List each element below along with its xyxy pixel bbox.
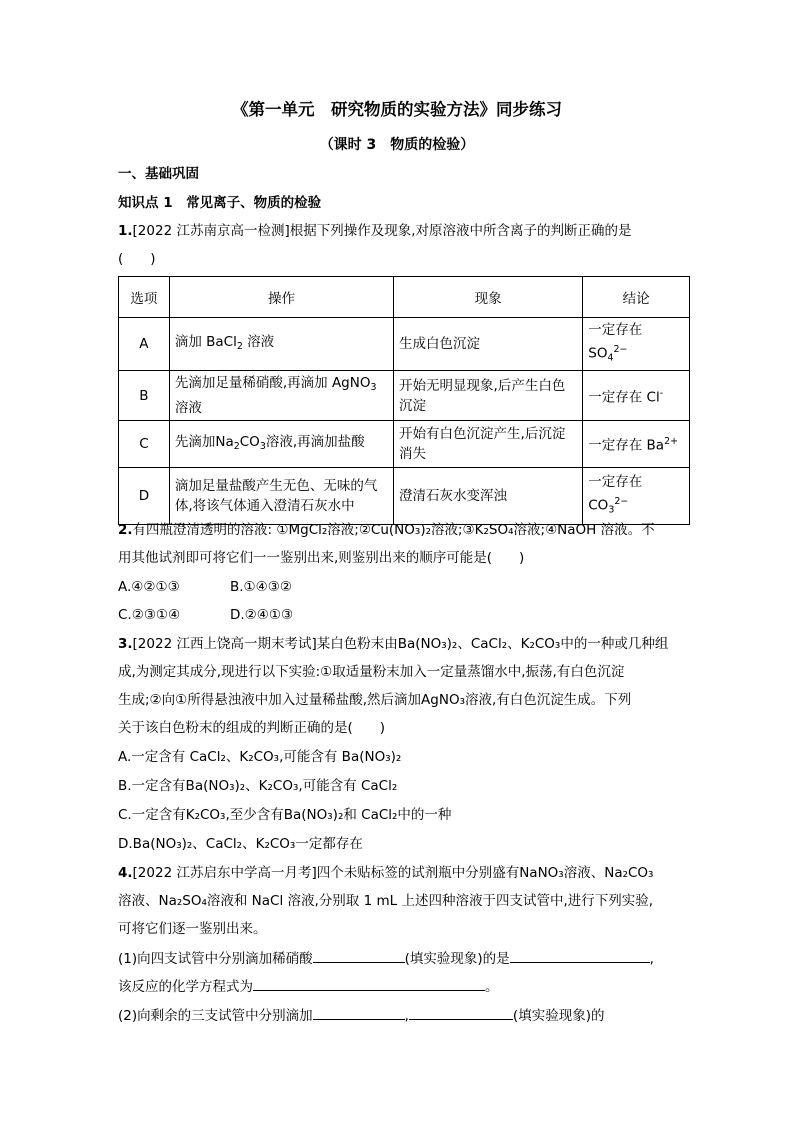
option-a: A.一定含有 CaCl₂、K₂CO₃,可能含有 Ba(NO₃)₂ <box>118 749 402 765</box>
option-label: C <box>119 421 170 468</box>
question-number: 1. <box>118 223 133 239</box>
question-text: 根据下列操作及现象,对原溶液中所含离子的判断正确的是 <box>289 223 632 239</box>
question-2-options <box>118 605 293 625</box>
phenomenon-cell: 澄清石灰水变浑浊 <box>394 468 583 525</box>
option-a: A.④②①③ <box>118 579 180 595</box>
table-row <box>119 468 690 525</box>
table-header-row <box>119 277 690 318</box>
table-header: 结论 <box>583 277 690 318</box>
operation-cell: 滴加 BaCl$_2$ 溶液 <box>169 318 393 371</box>
question-1-stem <box>118 221 632 241</box>
phenomenon-cell: 生成白色沉淀 <box>394 318 583 371</box>
section-heading: 一、基础巩固 <box>118 166 199 182</box>
conclusion-cell: 一定存在 Cl- <box>583 371 690 421</box>
question-4-line: 可将它们逐一鉴别出来。 <box>118 921 267 937</box>
conclusion-cell: 一定存在 $Ba^{2+}$ <box>583 421 690 468</box>
question-3-line: 3.[2022 江西上饶高一期末考试]某白色粉末由Ba(NO₃)₂、CaCl₂、K₂CO₃中的一种或几种组 <box>118 636 669 652</box>
question-2-options <box>118 577 292 597</box>
operation-cell: 先滴加足量稀硝酸,再滴加 AgNO$_3$ 溶液 <box>169 371 393 421</box>
page-title: 《第一单元 研究物质的实验方法》同步练习 <box>232 100 562 119</box>
question-source: [2022 江苏南京高一检测] <box>132 223 290 239</box>
answer-blank[interactable] <box>313 1005 405 1020</box>
table-header: 现象 <box>394 277 583 318</box>
question-3-line: 生成;②向①所得悬浊液中加入过量稀盐酸,然后滴加AgNO₃溶液,有白色沉淀生成。下列 <box>118 692 632 708</box>
option-b: B.一定含有Ba(NO₃)₂、K₂CO₃,可能含有 CaCl₂ <box>118 778 398 794</box>
question-1-table <box>118 276 690 525</box>
answer-blank[interactable] <box>313 948 405 963</box>
option-label: B <box>119 371 170 421</box>
answer-blank[interactable] <box>409 1005 513 1020</box>
operation-cell: 滴加足量盐酸产生无色、无味的气体,将该气体通入澄清石灰水中 <box>169 468 393 525</box>
conclusion-cell: 一定存在 $SO_4^{2-}$ <box>583 318 690 371</box>
option-c: C.②③①④ <box>118 607 181 623</box>
table-header: 选项 <box>119 277 170 318</box>
page-subtitle: （课时 3 物质的检验） <box>319 137 475 153</box>
option-d: D.Ba(NO₃)₂、CaCl₂、K₂CO₃一定都存在 <box>118 836 363 852</box>
answer-blank[interactable] <box>253 976 485 991</box>
table-row <box>119 318 690 371</box>
conclusion-cell: 一定存在 $CO_3^{2-}$ <box>583 468 690 525</box>
table-row <box>119 421 690 468</box>
option-label: A <box>119 318 170 371</box>
question-2-line: 用其他试剂即可将它们一一鉴别出来,则鉴别出来的顺序可能是( ) <box>118 550 525 566</box>
table-row <box>119 371 690 421</box>
question-4-line: 4.[2022 江苏启东中学高一月考]四个未贴标签的试剂瓶中分别盛有NaNO₃溶液、Na₂CO₃ <box>118 865 654 881</box>
question-3-line: 关于该白色粉末的组成的判断正确的是( ) <box>118 720 386 736</box>
option-c: C.一定含有K₂CO₃,至少含有Ba(NO₃)₂和 CaCl₂中的一种 <box>118 807 452 823</box>
question-2-line: 2.有四瓶澄清透明的溶液: ①MgCl₂溶液;②Cu(NO₃)₂溶液;③K₂SO₄溶液;④NaOH 溶液。不 <box>118 522 655 538</box>
option-d: D.②④①③ <box>230 607 294 623</box>
question-4-line: 溶液、Na₂SO₄溶液和 NaCl 溶液,分别取 1 mL 上述四种溶液于四支试管中,进行下列实验, <box>118 893 654 909</box>
operation-cell: 先滴加$Na_2CO_3$溶液,再滴加盐酸 <box>169 421 393 468</box>
question-4-part-1-equation: 该反应的化学方程式为 。 <box>118 976 499 997</box>
phenomenon-cell: 开始有白色沉淀产生,后沉淀消失 <box>394 421 583 468</box>
option-label: D <box>119 468 170 525</box>
question-3-line: 成,为测定其成分,现进行以下实验:①取适量粉末加入一定量蒸馏水中,振荡,有白色沉淀 <box>118 664 625 680</box>
question-4-part-2: (2)向剩余的三支试管中分别滴加 , (填实验现象)的 <box>118 1005 604 1026</box>
option-b: B.①④③② <box>230 579 292 595</box>
knowledge-point-heading: 知识点 1 常见离子、物质的检验 <box>118 195 322 211</box>
phenomenon-cell: 开始无明显现象,后产生白色沉淀 <box>394 371 583 421</box>
question-4-part-1: (1)向四支试管中分别滴加稀硝酸 (填实验现象)的是 , <box>118 948 654 969</box>
answer-paren: ( ) <box>118 251 156 267</box>
table-header: 操作 <box>169 277 393 318</box>
answer-blank[interactable] <box>510 948 650 963</box>
